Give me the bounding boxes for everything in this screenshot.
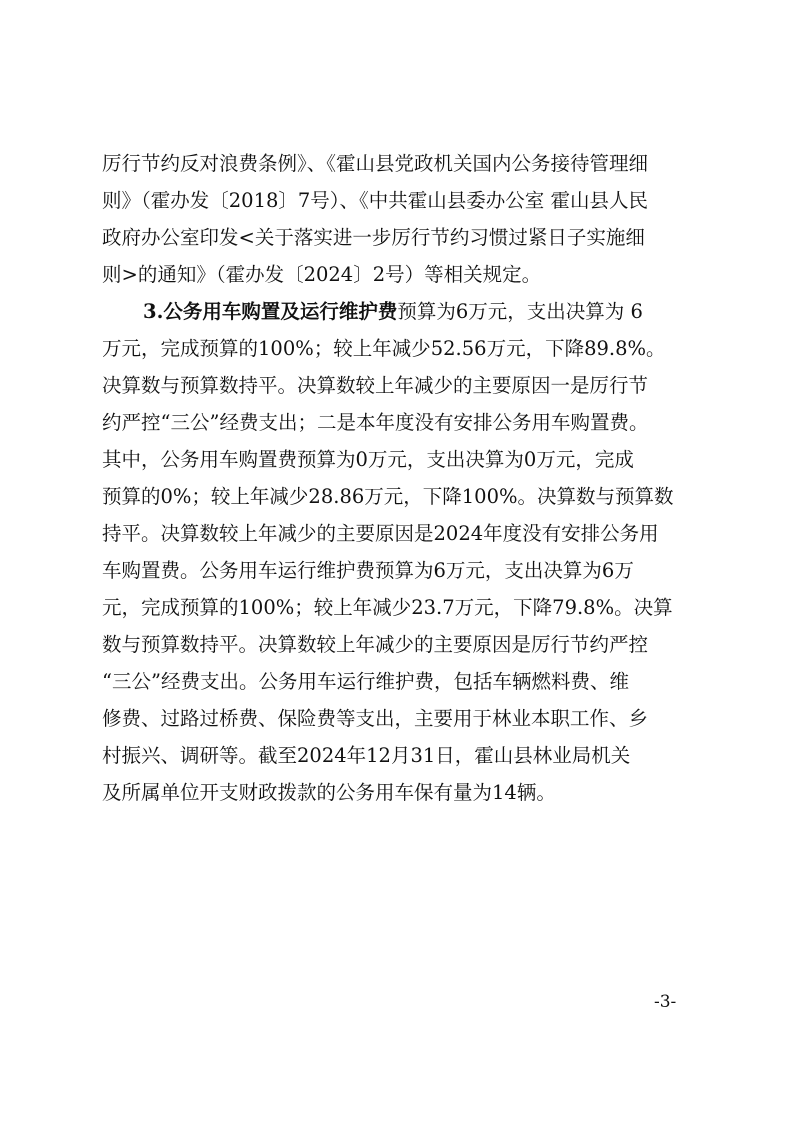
paragraph-first-line: [102, 293, 692, 330]
text-line: 预算的0%；较上年减少28.86万元，下降100%。决算数与预算数: [102, 485, 674, 508]
text-line: 则>的通知》（霍办发〔2024〕2号）等相关规定。: [102, 263, 542, 286]
text-line: 村振兴、调研等。截至2024年12月31日，霍山县林业局机关: [102, 744, 631, 767]
text-line: 约严控“三公”经费支出；二是本年度没有安排公务用车购置费。: [102, 411, 649, 434]
text-line: 元，完成预算的100%；较上年减少23.7万元，下降79.8%。决算: [102, 596, 673, 619]
text-line: 则》（霍办发〔2018〕7号）、《中共霍山县委办公室 霍山县人民: [102, 189, 648, 212]
text-line: 及所属单位开支财政拨款的公务用车保有量为14辆。: [102, 781, 556, 804]
text-line: 其中，公务用车购置费预算为0万元，支出决算为0万元，完成: [102, 448, 634, 471]
text-line: 厉行节约反对浪费条例》、《霍山县党政机关国内公务接待管理细: [102, 152, 649, 175]
text-line: 车购置费。公务用车运行维护费预算为6万元，支出决算为6万: [102, 559, 634, 582]
paragraph-regulations: [102, 145, 692, 293]
text-line: 万元，完成预算的100%；较上年减少52.56万元，下降89.8%。: [102, 337, 666, 360]
text-line: 持平。决算数较上年减少的主要原因是2024年度没有安排公务用: [102, 522, 659, 545]
text-line: 决算数与预算数持平。决算数较上年减少的主要原因一是厉行节: [102, 374, 649, 397]
text-line: 政府办公室印发<关于落实进一步厉行节约习惯过紧日子实施细: [102, 226, 645, 249]
text-line: 修费、过路过桥费、保险费等支出，主要用于林业本职工作、乡: [102, 707, 649, 730]
body-text: [102, 145, 692, 811]
paragraph-vehicle-expenses: [102, 293, 692, 811]
heading-line-text: 预算为6万元，支出决算为 6: [397, 300, 643, 323]
page-number: -3-: [654, 992, 677, 1012]
section-heading: 3.公务用车购置及运行维护费: [143, 300, 398, 323]
text-line: 数与预算数持平。决算数较上年减少的主要原因是厉行节约严控: [102, 633, 649, 656]
text-line: “三公”经费支出。公务用车运行维护费，包括车辆燃料费、维: [102, 670, 629, 693]
